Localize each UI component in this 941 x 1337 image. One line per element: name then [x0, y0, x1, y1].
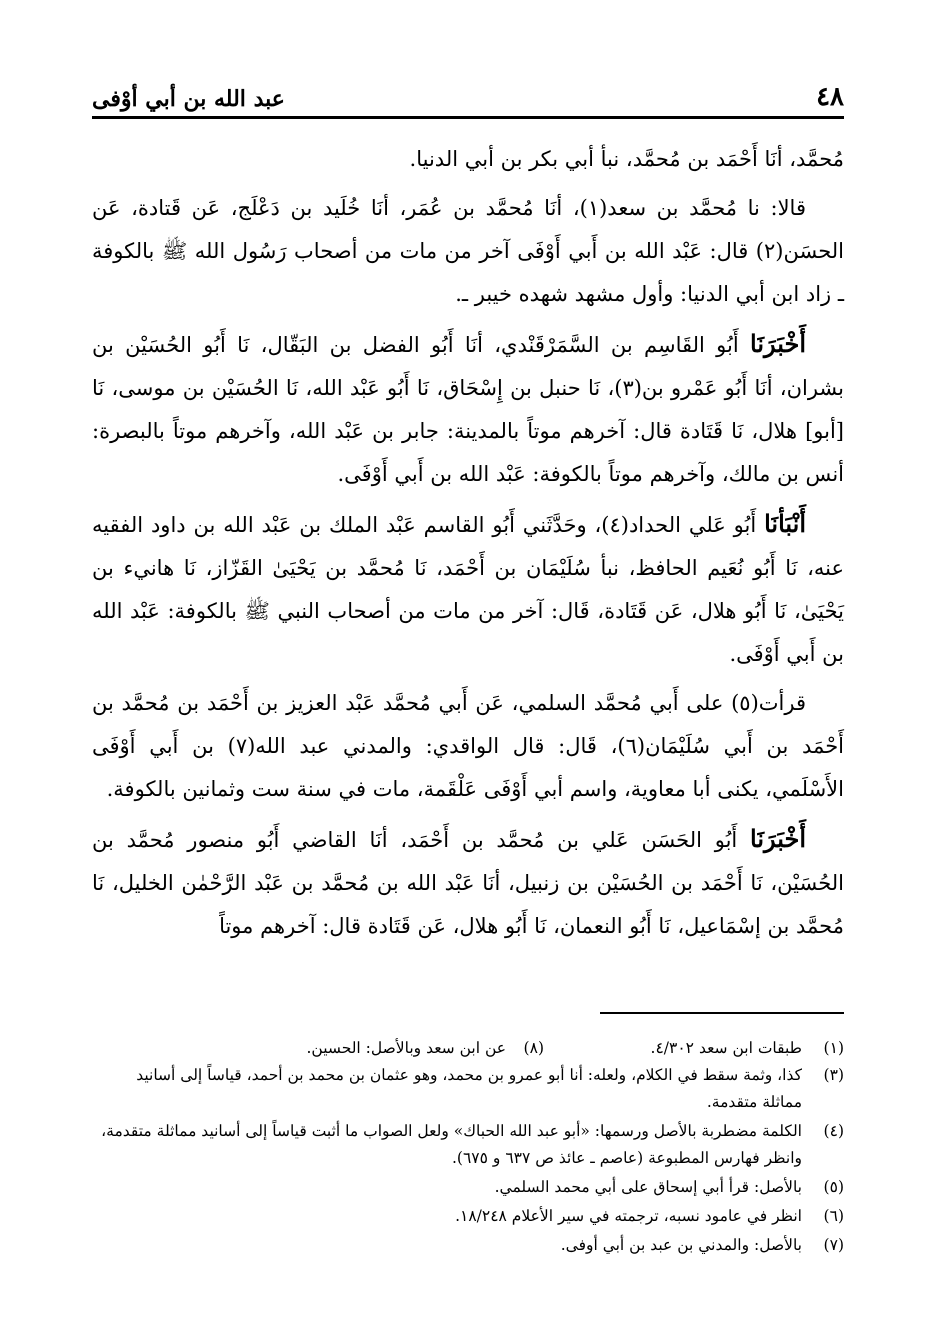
paragraph-text: أَبُو عَلي الحداد(٤)، وحَدَّثَني أَبُو القاسم عَبْد الملك بن عَبْد الله بن داود الفقيه عنه، نَا أَبُو نُعَيم الحافظ، نبأ سُلَيْمَان بن أَحْمَد، نَا مُحمَّد بن يَحْيَىٰ القَزّاز، نَا هانيء بن يَحْيَىٰ، نَا أَبُو هلال، عَن قَتَادة، قَال: آخر من مات من أصحاب النبي ﷺ بالكوفة: عَبْد الله بن أَبي أَوْفَى. [92, 513, 844, 666]
footnote-text: بالأصل: والمدني بن عبد بن أبي أوفى. [560, 1236, 802, 1254]
footnote-number: (١) [823, 1039, 844, 1057]
paragraph-text: أَبُو الحَسَن عَلي بن مُحمَّد بن أَحْمَد، أنَا القاضي أَبُو منصور مُحمَّد بن الحُسَيْن، نَا أَحْمَد بن الحُسَيْن بن زنبيل، أنَا عَبْد الله بن مُحمَّد بن عَبْد الرَّحْمٰن الخليل، نَا مُحمَّد بن إسْمَاعيل، نَا أَبُو النعمان، نَا أَبُو هلال، عَن قَتَادة قال: آخرهم موتاً [92, 828, 844, 938]
footnote [92, 1062, 844, 1116]
footnote-number: (٧) [823, 1236, 844, 1254]
footnote-separator [600, 1012, 844, 1014]
footnote-text: الكلمة مضطربة بالأصل ورسمها: «أبو عبد الله الحباك» ولعل الصواب ما أثبت قياساً إلى أسانيد مماثلة متقدمة، وانظر فهارس المطبوعة (عاصم ـ عائذ ص ٦٣٧ و ٦٧٥). [101, 1122, 802, 1167]
paragraph-text: قرأت(٥) على أَبي مُحمَّد السلمي، عَن أَبي مُحمَّد عَبْد العزيز بن أَحْمَد بن مُحمَّد بن أَحْمَد بن أَبي سُلَيْمَان(٦)، قَال: قال الواقدي: والمدني عبد الله(٧) بن أَبي أَوْفَى الأَسْلَمي، يكنى أبا معاوية، واسم أبي أَوْفَى عَلْقَمة، مات في سنة ست وثمانين بالكوفة. [92, 691, 845, 801]
footnote [92, 1232, 844, 1259]
running-title: عبد الله بن أبي أوْفى [92, 86, 285, 112]
footnote [92, 1118, 844, 1172]
footnote [92, 1035, 544, 1062]
footnote-text: بالأصل: قرأ أبي إسحاق على أبي محمد السلمي. [494, 1178, 802, 1196]
footnote-row [92, 1035, 844, 1062]
footnote-text: كذا، وثمة سقط في الكلام، ولعله: أنا أبو عمرو بن محمد، وهو عثمان بن محمد بن أحمد، قياساً إلى أسانيد مماثلة متقدمة. [136, 1066, 802, 1111]
footnote-number: (٨) [523, 1039, 544, 1057]
paragraph [92, 502, 844, 676]
footnote [92, 1203, 844, 1230]
paragraph [92, 817, 844, 948]
paragraph-text: أَبُو القَاسِم بن السَّمَرْقَنْدي، أنَا أَبُو الفضل بن البَقّال، نَا أَبُو الحُسَيْن بن بشران، أنَا أَبُو عَمْرو بن(٣)، نَا حنبل بن إِسْحَاق، نَا أَبُو عَبْد الله، نَا الحُسَيْن بن موسى، نَا [أبو] هلال، نَا قَتَادة قال: آخرهم موتاً بالمدينة: جابر بن عَبْد الله، وآخرهم موتاً بالبصرة: أنس بن مالك، وآخرهم موتاً بالكوفة: عَبْد الله بن أَبي أَوْفَى. [92, 333, 844, 486]
main-text [92, 138, 844, 954]
footnote-number: (٦) [823, 1207, 844, 1225]
footnote-text: انظر في عامود نسبه، ترجمته في سير الأعلام ١٨/٢٤٨. [455, 1207, 802, 1225]
page-header [92, 72, 844, 119]
footnote-number: (٥) [823, 1178, 844, 1196]
paragraph [92, 187, 844, 316]
footnotes [92, 1035, 844, 1261]
paragraph [92, 322, 844, 496]
footnote-text: طبقات ابن سعد ٤/٣٠٢. [650, 1039, 802, 1057]
paragraph [92, 138, 844, 181]
footnote [544, 1035, 844, 1062]
footnote-number: (٤) [823, 1122, 844, 1140]
page-number: ٤٨ [816, 82, 844, 112]
footnote-number: (٣) [823, 1066, 844, 1084]
paragraph [92, 682, 844, 811]
paragraph-text: مُحمَّد، أنَا أَحْمَد بن مُحمَّد، نبأ أبي بكر بن أبي الدنيا. [409, 147, 844, 171]
paragraph-text: قالا: نا مُحمَّد بن سعد(١)، أنَا مُحمَّد بن عُمَر، أنَا خُلَيد بن دَعْلَج، عَن قَتادة، عَن الحسَن(٢) قال: عَبْد الله بن أَبي أَوْفَى آخر من مات من أصحاب رَسُول الله ﷺ بالكوفة ـ زاد ابن أبي الدنيا: وأول مشهد شهده خيبر ـ. [92, 196, 844, 306]
paragraph-lead-word: أَخْبَرَنَا [750, 824, 806, 853]
footnote [92, 1174, 844, 1201]
footnote-text: عن ابن سعد وبالأصل: الحسين. [306, 1039, 506, 1057]
paragraph-lead-word: أَخْبَرَنَا [750, 329, 806, 358]
paragraph-lead-word: أَنْبَأنَا [764, 509, 806, 538]
